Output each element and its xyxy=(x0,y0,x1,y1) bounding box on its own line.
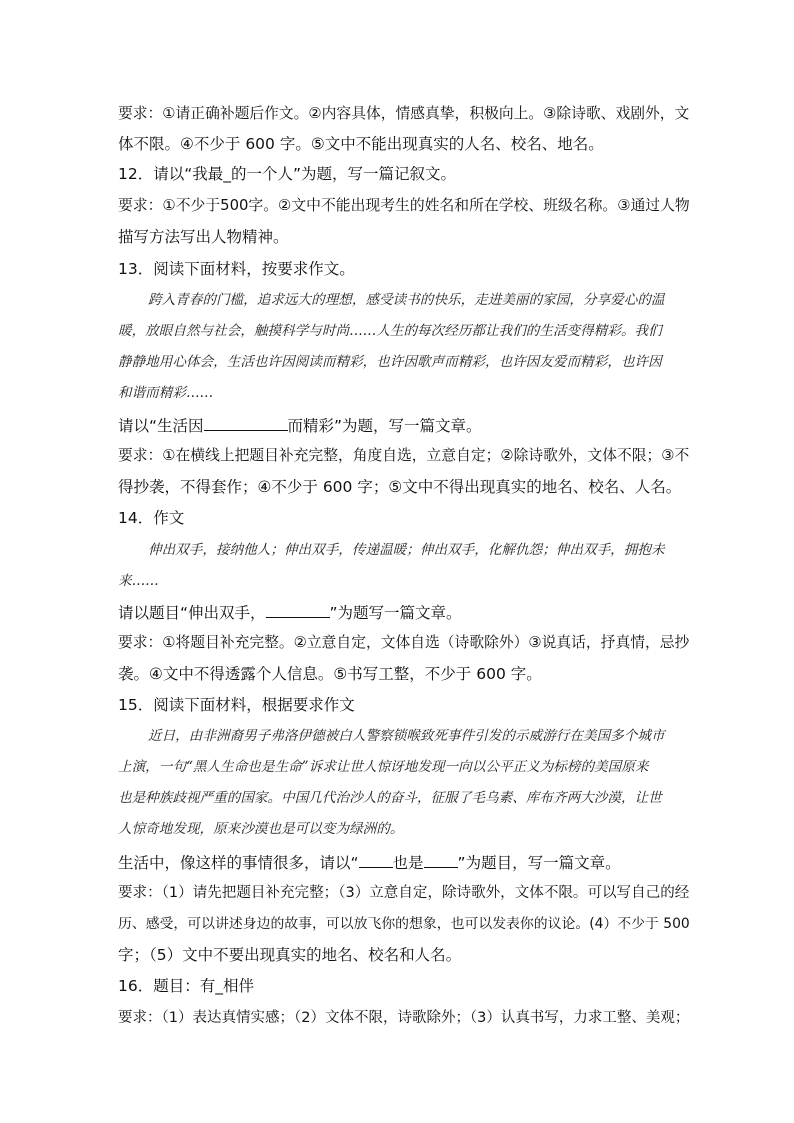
question-16-heading: 16．题目：有_相伴 xyxy=(118,977,254,995)
text-line: 要求：①请正确补题后作文。②内容具体，情感真挚，积极向上。③除诗歌、戏剧外，文 xyxy=(118,105,690,122)
material-line: 也是种族歧视严重的国家。中国几代治沙人的奋斗，征服了毛乌素、库布齐两大沙漠，让世 xyxy=(118,790,662,806)
prompt-text-start: 请以“生活因 xyxy=(118,417,204,435)
prompt-text-end: 而精彩”为题，写一篇文章。 xyxy=(287,417,482,435)
material-line: 暖，放眼自然与社会，触摸科学与时尚……人生的每次经历都让我们的生活变得精彩。我们 xyxy=(118,323,662,339)
text-line: 袭。④文中不得透露个人信息。⑤书写工整，不少于 600 字。 xyxy=(118,665,542,683)
material-line: 静静地用心体会，生活也许因阅读而精彩，也许因歌声而精彩，也许因友爱而精彩，也许因 xyxy=(118,354,662,370)
prompt-line xyxy=(118,415,482,436)
material-line: 上演，一句“黑人生命也是生命”诉求让世人惊讶地发现一向以公平正义为标榜的美国原来 xyxy=(118,759,649,775)
fill-in-blank xyxy=(424,852,458,868)
material-line: 和谐而精彩…… xyxy=(118,385,214,401)
text-line: 要求：①在横线上把题目补充完整，角度自选，立意自定；②除诗歌外，文体不限；③不 xyxy=(118,447,690,464)
text-line: 字；（5）文中不要出现真实的地名、校名和人名。 xyxy=(118,946,462,964)
text-line: 要求：（1）表达真情实感；（2）文体不限，诗歌除外；（3）认真书写，力求工整、美观； xyxy=(118,1010,690,1026)
text-line: 要求：（1）请先把题目补充完整；（3）立意自定，除诗歌外，文体不限。可以写自己的经 xyxy=(118,884,690,901)
fill-in-blank xyxy=(204,415,288,431)
prompt-text-start: 生活中，像这样的事情很多，请以“ xyxy=(118,854,359,872)
question-15-heading: 15．阅读下面材料，根据要求作文 xyxy=(118,696,355,714)
fill-in-blank xyxy=(266,602,330,618)
prompt-text-end: ”为题写一篇文章。 xyxy=(329,604,462,622)
material-line: 人惊奇地发现，原来沙漠也是可以变为绿洲的。 xyxy=(118,821,404,837)
fill-in-blank xyxy=(359,852,393,868)
text-line: 得抄袭，不得套作；④不少于 600 字；⑤文中不得出现真实的地名、校名、人名。 xyxy=(118,478,682,496)
question-14-heading: 14．作文 xyxy=(118,509,185,527)
prompt-text-middle: 也是 xyxy=(392,854,424,872)
prompt-text-end: ”为题目，写一篇文章。 xyxy=(457,854,621,872)
text-line: 体不限。④不少于 600 字。⑤文中不能出现真实的人名、校名、地名。 xyxy=(118,135,604,153)
text-line: 描写方法写出人物精神。 xyxy=(118,228,289,246)
text-line: 要求：①将题目补充完整。②立意自定，文体自选（诗歌除外）③说真话，抒真情，忌抄 xyxy=(118,634,690,651)
question-12-heading: 12．请以“我最_的一个人”为题，写一篇记叙文。 xyxy=(118,165,457,183)
material-line: 跨入青春的门槛，追求远大的理想，感受读书的快乐，走进美丽的家园，分享爱心的温 xyxy=(148,292,665,308)
question-13-heading: 13．阅读下面材料，按要求作文。 xyxy=(118,260,355,278)
prompt-line xyxy=(118,602,462,623)
material-line: 伸出双手，接纳他人；伸出双手，传递温暖；伸出双手，化解仇怨；伸出双手，拥抱未 xyxy=(148,542,665,558)
material-line: 来…… xyxy=(118,573,159,589)
prompt-line xyxy=(118,852,621,873)
text-line: 历、感受，可以讲述身边的故事，可以放飞你的想象，也可以发表你的议论。(4）不少于 500 xyxy=(118,916,690,932)
text-line: 要求：①不少于500字。②文中不能出现考生的姓名和所在学校、班级名称。③通过人物 xyxy=(118,197,690,214)
prompt-text-start: 请以题目“伸出双手， xyxy=(118,604,266,622)
material-line: 近日，由非洲裔男子弗洛伊德被白人警察锁喉致死事件引发的示威游行在美国多个城市 xyxy=(148,728,665,744)
